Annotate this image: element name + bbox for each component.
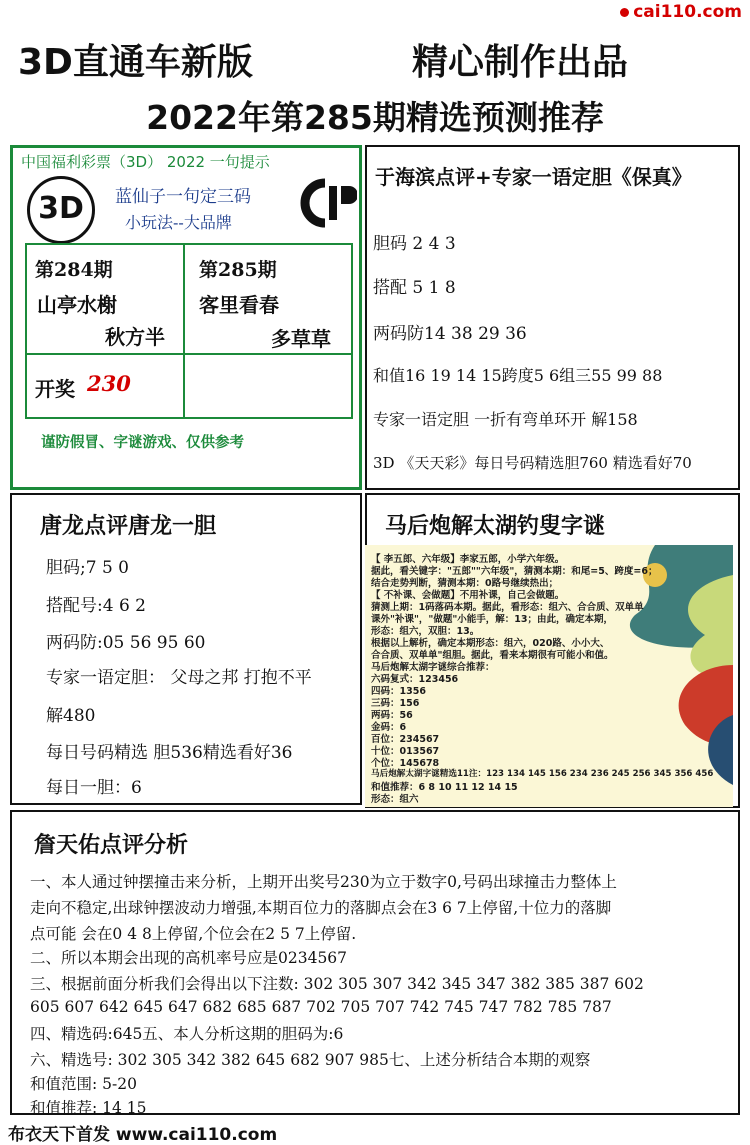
zhan-line-10: 和值推荐: 14 15 bbox=[30, 1099, 147, 1117]
prev-hint2: 秋方半 bbox=[105, 325, 165, 349]
yu-line-6: 3D 《天天彩》每日号码精选胆760 精选看好70 bbox=[373, 454, 692, 472]
ma-line-4: 【 不补课、会做题】不用补课，自己会做题。 bbox=[371, 590, 565, 601]
ma-line-3: 结合走势判断，猜测本期：0路号继续热出； bbox=[371, 578, 559, 589]
zhan-title: 詹天佑点评分析 bbox=[34, 832, 189, 858]
zhan-line-9: 和值范围: 5-20 bbox=[30, 1075, 137, 1093]
zhan-line-4: 二、所以本期会出现的高机率号应是0234567 bbox=[30, 949, 348, 967]
ma-line-16: 百位：234567 bbox=[371, 734, 440, 745]
zhan-line-3: 点可能 会在0 4 8上停留,个位会在2 5 7上停留. bbox=[30, 925, 357, 943]
tang-section bbox=[10, 493, 362, 805]
tang-line-2: 搭配号:4 6 2 bbox=[46, 596, 146, 616]
prev-hint1: 山亭水榭 bbox=[37, 293, 117, 317]
3d-badge-icon: 3D bbox=[27, 176, 95, 244]
yu-title: 于海滨点评+专家一语定胆《保真》 bbox=[375, 165, 692, 189]
cp-logo-icon bbox=[295, 178, 357, 228]
draw-label: 开奖 bbox=[35, 377, 75, 401]
tang-line-3: 两码防:05 56 95 60 bbox=[46, 633, 206, 653]
ma-line-14: 两码：56 bbox=[371, 710, 413, 721]
tang-line-6: 每日号码精选 胆536精选看好36 bbox=[46, 743, 293, 763]
ma-line-15: 金码：6 bbox=[371, 722, 407, 733]
ma-line-5: 猜测上期：1码落码本期。据此，看形态：组六、合合质、双单单 bbox=[371, 602, 644, 613]
yu-line-1: 胆码 2 4 3 bbox=[373, 234, 456, 254]
zhan-line-6: 605 607 642 645 647 682 685 687 702 705 707 742 745 747 782 785 787 bbox=[30, 998, 612, 1016]
header-right-title: 精心制作出品 bbox=[412, 42, 629, 83]
ma-line-13: 三码：156 bbox=[371, 698, 420, 709]
tang-line-5: 解480 bbox=[46, 706, 96, 726]
prev-issue: 第284期 bbox=[35, 259, 113, 281]
yu-line-5: 专家一语定胆 一折有弯单环开 解158 bbox=[373, 410, 638, 429]
puzzle-image bbox=[365, 545, 733, 807]
tang-title: 唐龙点评唐龙一胆 bbox=[40, 513, 217, 539]
ma-line-6: 课外"补课"，"做题"小能手，解：13；由此，确定本期， bbox=[371, 614, 614, 625]
cur-hint1: 客里看春 bbox=[199, 293, 279, 317]
yu-section bbox=[365, 145, 740, 490]
ma-line-1: 【 李五郎、六年级】李家五郎，小学六年级。 bbox=[371, 554, 565, 565]
ma-line-10: 马后炮解太湖字谜综合推荐： bbox=[371, 662, 495, 673]
ma-line-8: 根据以上解析，确定本期形态：组六，020路、小小大、 bbox=[371, 638, 610, 649]
footer-text: 布衣天下首发 www.cai110.com bbox=[8, 1125, 278, 1145]
yu-line-3: 两码防14 38 29 36 bbox=[373, 324, 527, 344]
ma-line-20: 和值推荐：6 8 10 11 12 14 15 bbox=[371, 782, 518, 793]
cur-hint2: 多草草 bbox=[271, 327, 331, 351]
zhan-line-5: 三、根据前面分析我们会得出以下注数: 302 305 307 342 345 347 382 385 387 602 bbox=[30, 975, 644, 993]
lottery-card bbox=[10, 145, 362, 490]
ma-line-18: 个位：145678 bbox=[371, 758, 440, 769]
ma-line-7: 形态：组六，双胆：13。 bbox=[371, 626, 480, 637]
ma-line-17: 十位：013567 bbox=[371, 746, 440, 757]
tang-line-1: 胆码;7 5 0 bbox=[46, 558, 129, 578]
draw-cell bbox=[25, 353, 185, 419]
lottery-slogan1: 蓝仙子一句定三码 bbox=[115, 187, 251, 207]
cur-issue-cell bbox=[183, 243, 353, 355]
prev-issue-cell bbox=[25, 243, 185, 355]
cur-issue: 第285期 bbox=[199, 259, 277, 281]
zhan-line-7: 四、精选码:645五、本人分析这期的胆码为:6 bbox=[30, 1025, 344, 1043]
yu-line-4: 和值16 19 14 15跨度5 6组三55 99 88 bbox=[373, 366, 663, 385]
logo-dot-icon bbox=[620, 8, 629, 17]
zhan-line-1: 一、本人通过钟摆撞击来分析，上期开出奖号230为立于数字0,号码出球撞击力整体上 bbox=[30, 873, 617, 891]
tang-line-4: 专家一语定胆： 父母之邦 打抱不平 bbox=[46, 668, 312, 688]
ma-line-21: 形态：组六 bbox=[371, 794, 419, 805]
draw-value: 230 bbox=[87, 371, 131, 396]
ma-line-9: 合合质、双单单"组胆。据此，看来本期很有可能小和值。 bbox=[371, 650, 614, 661]
page-title: 2022年第285期精选预测推荐 bbox=[146, 98, 604, 137]
ma-line-12: 四码：1356 bbox=[371, 686, 426, 697]
ma-title: 马后炮解太湖钓叟字谜 bbox=[385, 513, 606, 539]
header-left-title: 3D直通车新版 bbox=[18, 42, 253, 83]
ma-line-2: 据此，看关键字："五郎""六年级"，猜测本期：和尾=5、跨度=6； bbox=[371, 566, 658, 577]
ma-line-19: 马后炮解太湖字谜精选11注：123 134 145 156 234 236 245 256 345 356 456 bbox=[371, 769, 714, 779]
tang-line-7: 每日一胆：6 bbox=[46, 778, 142, 798]
zhan-line-8: 六、精选号: 302 305 342 382 645 682 907 985七、上述分析结合本期的观察 bbox=[30, 1051, 591, 1069]
yu-line-2: 搭配 5 1 8 bbox=[373, 278, 456, 298]
ma-line-11: 六码复式：123456 bbox=[371, 674, 459, 685]
empty-cell bbox=[183, 353, 353, 419]
lottery-notice: 谨防假冒、字谜游戏、仅供参考 bbox=[41, 434, 244, 451]
site-logo: cai110.com bbox=[620, 2, 742, 22]
lottery-top-line: 中国福利彩票（3D） 2022 一句提示 bbox=[21, 153, 270, 171]
lottery-slogan2: 小玩法--大品牌 bbox=[125, 213, 232, 232]
zhan-line-2: 走向不稳定,出球钟摆波动力增强,本期百位力的落脚点会在3 6 7上停留,十位力的落脚 bbox=[30, 899, 612, 917]
